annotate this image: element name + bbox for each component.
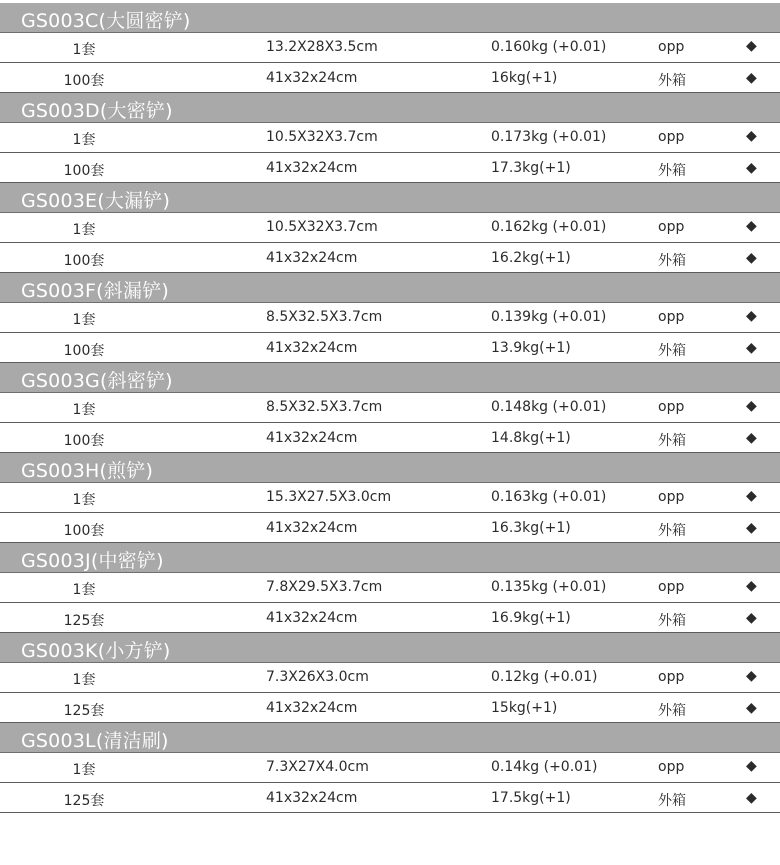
carton-pack-row xyxy=(0,513,780,543)
quantity-cell: 1套 xyxy=(72,762,96,778)
packaging-cell: 外箱 xyxy=(658,253,686,269)
diamond-icon: ◆ xyxy=(746,38,757,54)
product-model-title: GS003H(煎铲) xyxy=(21,460,154,482)
quantity-cell: 1套 xyxy=(72,222,96,238)
product-group xyxy=(0,723,780,813)
carton-pack-row xyxy=(0,243,780,273)
quantity-cell: 1套 xyxy=(72,42,96,58)
diamond-icon: ◆ xyxy=(746,160,757,176)
quantity-cell: 1套 xyxy=(72,582,96,598)
weight-cell: 0.139kg (+0.01) xyxy=(491,309,607,325)
dimensions-cell: 10.5X32X3.7cm xyxy=(266,129,378,145)
weight-cell: 0.135kg (+0.01) xyxy=(491,579,607,595)
unit-pack-row xyxy=(0,753,780,783)
packaging-cell: opp xyxy=(658,309,685,325)
product-model-title: GS003L(清洁刷) xyxy=(21,730,169,752)
group-header xyxy=(0,93,780,123)
packaging-cell: opp xyxy=(658,219,685,235)
dimensions-cell: 8.5X32.5X3.7cm xyxy=(266,309,383,325)
product-group xyxy=(0,3,780,93)
weight-cell: 16kg(+1) xyxy=(491,70,558,86)
diamond-icon: ◆ xyxy=(746,398,757,414)
product-model-title: GS003C(大圆密铲) xyxy=(21,10,191,32)
group-header xyxy=(0,453,780,483)
quantity-cell: 1套 xyxy=(72,492,96,508)
packaging-cell: 外箱 xyxy=(658,343,686,359)
dimensions-cell: 13.2X28X3.5cm xyxy=(266,39,378,55)
diamond-icon: ◆ xyxy=(746,578,757,594)
dimensions-cell: 41x32x24cm xyxy=(266,610,358,626)
weight-cell: 0.148kg (+0.01) xyxy=(491,399,607,415)
group-header xyxy=(0,543,780,573)
packaging-cell: 外箱 xyxy=(658,433,686,449)
diamond-icon: ◆ xyxy=(746,70,757,86)
unit-pack-row xyxy=(0,303,780,333)
spec-table xyxy=(0,3,780,813)
dimensions-cell: 7.8X29.5X3.7cm xyxy=(266,579,383,595)
quantity-cell: 1套 xyxy=(72,312,96,328)
carton-pack-row xyxy=(0,603,780,633)
quantity-cell: 125套 xyxy=(63,793,105,809)
group-header xyxy=(0,723,780,753)
product-model-title: GS003K(小方铲) xyxy=(21,640,171,662)
carton-pack-row xyxy=(0,63,780,93)
packaging-cell: 外箱 xyxy=(658,793,686,809)
packaging-cell: 外箱 xyxy=(658,613,686,629)
quantity-cell: 125套 xyxy=(63,613,105,629)
packaging-cell: 外箱 xyxy=(658,703,686,719)
diamond-icon: ◆ xyxy=(746,520,757,536)
weight-cell: 0.173kg (+0.01) xyxy=(491,129,607,145)
quantity-cell: 100套 xyxy=(63,73,105,89)
packaging-cell: opp xyxy=(658,39,685,55)
weight-cell: 14.8kg(+1) xyxy=(491,430,571,446)
diamond-icon: ◆ xyxy=(746,430,757,446)
carton-pack-row xyxy=(0,783,780,813)
packaging-cell: 外箱 xyxy=(658,73,686,89)
packaging-cell: 外箱 xyxy=(658,523,686,539)
group-header xyxy=(0,633,780,663)
packaging-cell: opp xyxy=(658,129,685,145)
quantity-cell: 1套 xyxy=(72,402,96,418)
weight-cell: 0.163kg (+0.01) xyxy=(491,489,607,505)
quantity-cell: 1套 xyxy=(72,132,96,148)
product-group xyxy=(0,633,780,723)
product-group xyxy=(0,183,780,273)
weight-cell: 0.162kg (+0.01) xyxy=(491,219,607,235)
dimensions-cell: 41x32x24cm xyxy=(266,70,358,86)
carton-pack-row xyxy=(0,333,780,363)
diamond-icon: ◆ xyxy=(746,250,757,266)
weight-cell: 16.3kg(+1) xyxy=(491,520,571,536)
dimensions-cell: 7.3X26X3.0cm xyxy=(266,669,369,685)
product-group xyxy=(0,363,780,453)
product-group xyxy=(0,273,780,363)
quantity-cell: 100套 xyxy=(63,523,105,539)
quantity-cell: 100套 xyxy=(63,253,105,269)
dimensions-cell: 41x32x24cm xyxy=(266,520,358,536)
unit-pack-row xyxy=(0,393,780,423)
unit-pack-row xyxy=(0,483,780,513)
group-header xyxy=(0,363,780,393)
packaging-cell: opp xyxy=(658,579,685,595)
weight-cell: 15kg(+1) xyxy=(491,700,558,716)
packaging-cell: opp xyxy=(658,759,685,775)
weight-cell: 17.5kg(+1) xyxy=(491,790,571,806)
packaging-cell: opp xyxy=(658,669,685,685)
unit-pack-row xyxy=(0,33,780,63)
quantity-cell: 1套 xyxy=(72,672,96,688)
product-group xyxy=(0,453,780,543)
unit-pack-row xyxy=(0,123,780,153)
dimensions-cell: 41x32x24cm xyxy=(266,700,358,716)
weight-cell: 0.12kg (+0.01) xyxy=(491,669,598,685)
product-model-title: GS003G(斜密铲) xyxy=(21,370,173,392)
carton-pack-row xyxy=(0,153,780,183)
dimensions-cell: 41x32x24cm xyxy=(266,250,358,266)
diamond-icon: ◆ xyxy=(746,128,757,144)
unit-pack-row xyxy=(0,573,780,603)
dimensions-cell: 7.3X27X4.0cm xyxy=(266,759,369,775)
weight-cell: 16.9kg(+1) xyxy=(491,610,571,626)
weight-cell: 13.9kg(+1) xyxy=(491,340,571,356)
dimensions-cell: 41x32x24cm xyxy=(266,160,358,176)
dimensions-cell: 41x32x24cm xyxy=(266,790,358,806)
group-header xyxy=(0,3,780,33)
packaging-cell: opp xyxy=(658,489,685,505)
diamond-icon: ◆ xyxy=(746,488,757,504)
weight-cell: 0.14kg (+0.01) xyxy=(491,759,598,775)
weight-cell: 16.2kg(+1) xyxy=(491,250,571,266)
carton-pack-row xyxy=(0,423,780,453)
product-model-title: GS003F(斜漏铲) xyxy=(21,280,170,302)
product-model-title: GS003E(大漏铲) xyxy=(21,190,171,212)
dimensions-cell: 41x32x24cm xyxy=(266,340,358,356)
group-header xyxy=(0,273,780,303)
quantity-cell: 100套 xyxy=(63,433,105,449)
packaging-cell: 外箱 xyxy=(658,163,686,179)
diamond-icon: ◆ xyxy=(746,700,757,716)
quantity-cell: 100套 xyxy=(63,343,105,359)
product-group xyxy=(0,93,780,183)
weight-cell: 0.160kg (+0.01) xyxy=(491,39,607,55)
group-header xyxy=(0,183,780,213)
quantity-cell: 100套 xyxy=(63,163,105,179)
weight-cell: 17.3kg(+1) xyxy=(491,160,571,176)
diamond-icon: ◆ xyxy=(746,758,757,774)
product-model-title: GS003D(大密铲) xyxy=(21,100,173,122)
dimensions-cell: 41x32x24cm xyxy=(266,430,358,446)
diamond-icon: ◆ xyxy=(746,668,757,684)
diamond-icon: ◆ xyxy=(746,610,757,626)
unit-pack-row xyxy=(0,213,780,243)
dimensions-cell: 10.5X32X3.7cm xyxy=(266,219,378,235)
diamond-icon: ◆ xyxy=(746,790,757,806)
quantity-cell: 125套 xyxy=(63,703,105,719)
diamond-icon: ◆ xyxy=(746,340,757,356)
diamond-icon: ◆ xyxy=(746,308,757,324)
carton-pack-row xyxy=(0,693,780,723)
product-group xyxy=(0,543,780,633)
packaging-cell: opp xyxy=(658,399,685,415)
diamond-icon: ◆ xyxy=(746,218,757,234)
dimensions-cell: 15.3X27.5X3.0cm xyxy=(266,489,392,505)
dimensions-cell: 8.5X32.5X3.7cm xyxy=(266,399,383,415)
product-model-title: GS003J(中密铲) xyxy=(21,550,164,572)
unit-pack-row xyxy=(0,663,780,693)
